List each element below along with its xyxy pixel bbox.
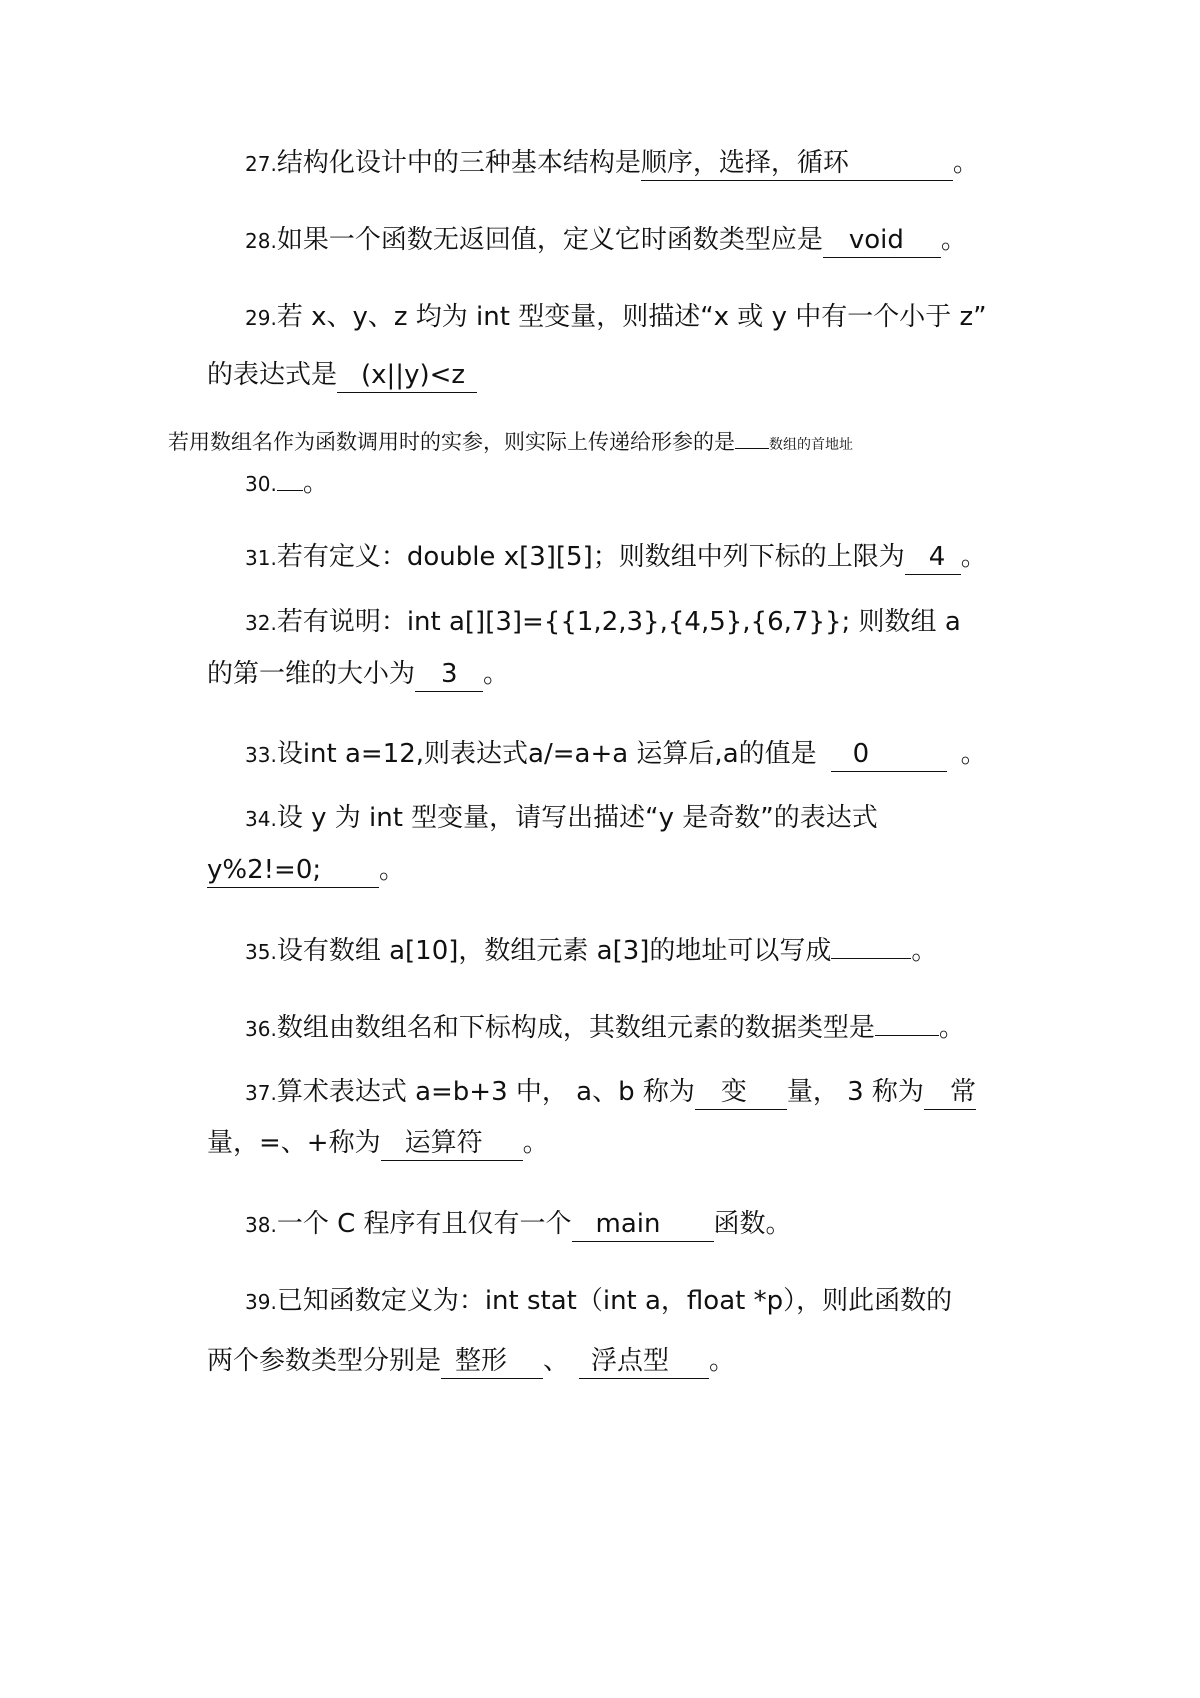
question-30-line-2 [245, 463, 329, 504]
punctuation: 。 [302, 468, 329, 498]
answer-blank-3 [381, 1126, 523, 1161]
question-text: 已知函数定义为：int stat（int a，float *p），则此函数的 [276, 1286, 953, 1316]
question-text: 若用数组名作为函数调用时的实参，则实际上传递给形参的是 [168, 430, 735, 454]
question-number: 37. [245, 1081, 277, 1105]
question-32-line-1 [245, 602, 961, 643]
answer-text: 数组的首地址 [769, 437, 853, 453]
punctuation: 。 [483, 659, 510, 689]
punctuation: 。 [940, 225, 967, 255]
answer-blank [875, 1035, 939, 1036]
punctuation: 。 [960, 542, 987, 572]
question-32-line-2 [207, 654, 509, 694]
answer-text: main [595, 1209, 661, 1239]
question-37-line-1 [245, 1072, 976, 1113]
question-number: 35. [245, 940, 277, 964]
answer-text: 3 [441, 659, 458, 689]
answer-text: void [848, 225, 904, 255]
answer-text: (x||y)<z [361, 360, 466, 390]
answer-blank [905, 540, 961, 575]
question-37-line-2 [207, 1123, 549, 1163]
question-text: 如果一个函数无返回值，定义它时函数类型应是 [276, 225, 823, 255]
separator: 、 [543, 1346, 570, 1376]
question-33 [245, 734, 987, 775]
question-36 [245, 1008, 965, 1049]
answer-blank [831, 958, 911, 959]
answer-blank-1 [441, 1344, 543, 1379]
answer-text: 变 [720, 1077, 747, 1107]
punctuation: 。 [911, 936, 938, 966]
question-text: 的表达式是 [207, 360, 338, 390]
question-text: 若有说明：int a[][3]={{1,2,3},{4,5},{6,7}}; 则数组 a [276, 607, 961, 637]
question-number: 28. [245, 229, 277, 253]
answer-blank [735, 448, 769, 449]
answer-text: 整形 [455, 1346, 508, 1376]
question-number: 30. [245, 472, 277, 496]
question-38 [245, 1204, 792, 1245]
answer-text: 顺序，选择，循环 [640, 148, 849, 178]
question-text: 若有定义：double x[3][5]；则数组中列下标的上限为 [276, 542, 905, 572]
question-text: 设有数组 a[10]，数组元素 a[3]的地址可以写成 [276, 936, 832, 966]
answer-blank-2 [579, 1344, 709, 1379]
punctuation: 。 [938, 1013, 965, 1043]
punctuation: 。 [709, 1346, 736, 1376]
question-text: 两个参数类型分别是 [207, 1346, 442, 1376]
answer-text: 4 [928, 542, 946, 572]
question-30-line-1 [168, 422, 853, 465]
question-text: 量，=、+称为 [207, 1128, 381, 1158]
answer-text: 浮点型 [591, 1346, 670, 1376]
question-number: 38. [245, 1213, 277, 1237]
punctuation: 。 [522, 1128, 549, 1158]
answer-blank-1 [695, 1075, 787, 1110]
answer-text: 常 [949, 1077, 976, 1107]
answer-text: 0 [852, 739, 870, 769]
answer-blank-tail [277, 490, 303, 491]
answer-blank [641, 146, 953, 181]
answer-blank-2 [924, 1075, 976, 1110]
answer-blank [831, 737, 947, 772]
question-27 [245, 143, 979, 184]
answer-text: 运算符 [404, 1128, 483, 1158]
question-31 [245, 537, 987, 578]
punctuation: 。 [960, 739, 987, 769]
answer-blank [207, 853, 379, 888]
question-39-line-2 [207, 1341, 735, 1381]
question-number: 33. [245, 743, 277, 767]
question-text: 一个 C 程序有且仅有一个 [276, 1209, 572, 1239]
question-text: 设 y 为 int 型变量，请写出描述“y 是奇数”的表达式 [276, 803, 878, 833]
answer-blank [415, 657, 483, 692]
question-number: 34. [245, 807, 277, 831]
question-number: 39. [245, 1290, 277, 1314]
question-number: 27. [245, 152, 277, 176]
punctuation: 。 [379, 855, 406, 885]
question-text: 量， 3 称为 [786, 1077, 924, 1107]
question-text: 设int a=12,则表达式a/=a+a 运算后,a的值是 [276, 739, 817, 769]
answer-blank [337, 358, 477, 393]
question-text-end: 函数。 [713, 1209, 792, 1239]
question-text: 的第一维的大小为 [207, 659, 416, 689]
question-35 [245, 931, 937, 972]
question-34-line-1 [245, 798, 878, 839]
question-text: 算术表达式 a=b+3 中， a、b 称为 [276, 1077, 695, 1107]
answer-text: y%2!=0; [207, 855, 322, 885]
question-number: 31. [245, 546, 277, 570]
question-29-line-2 [207, 355, 477, 395]
question-text: 若 x、y、z 均为 int 型变量，则描述“x 或 y 中有一个小于 z” [276, 302, 987, 332]
question-text: 数组由数组名和下标构成，其数组元素的数据类型是 [276, 1013, 875, 1043]
question-28 [245, 220, 967, 261]
question-39-line-1 [245, 1281, 952, 1322]
question-number: 32. [245, 611, 277, 635]
question-text: 结构化设计中的三种基本结构是 [276, 148, 641, 178]
answer-blank [572, 1207, 714, 1242]
question-34-line-2 [207, 850, 405, 890]
question-29-line-1 [245, 297, 987, 338]
question-number: 29. [245, 306, 277, 330]
answer-blank [823, 223, 941, 258]
question-number: 36. [245, 1017, 277, 1041]
punctuation: 。 [952, 148, 979, 178]
